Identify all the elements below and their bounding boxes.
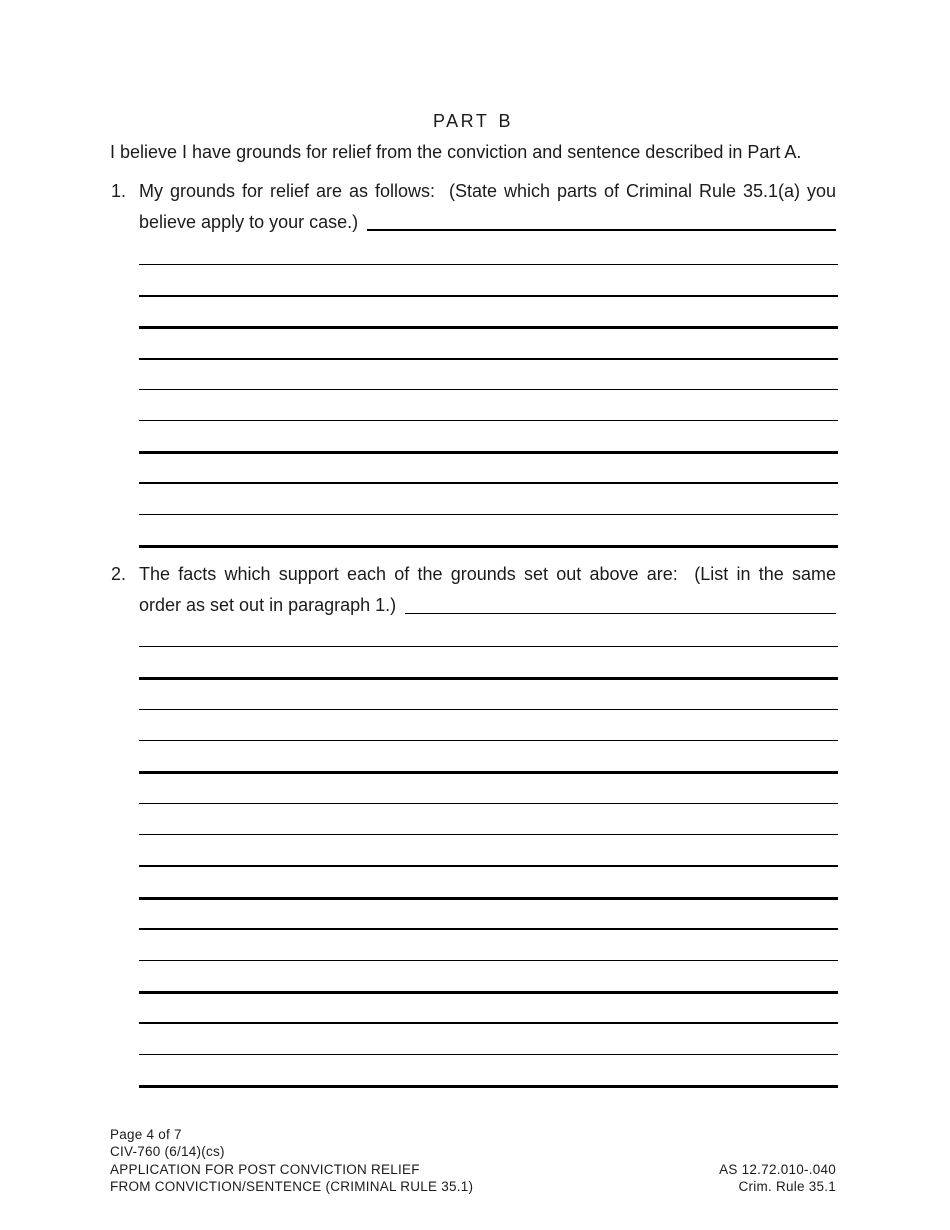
page-number: Page 4 of 7 <box>110 1127 182 1142</box>
blank-answer-line <box>139 389 838 390</box>
rule-reference: Crim. Rule 35.1 <box>738 1178 836 1194</box>
blank-answer-line <box>139 1054 838 1055</box>
footer-row-1 <box>110 1126 836 1143</box>
item-2-inline-blank-field <box>405 595 836 614</box>
form-title-line-2: FROM CONVICTION/SENTENCE (CRIMINAL RULE 35.1) <box>110 1178 474 1194</box>
blank-answer-line <box>139 709 838 710</box>
blank-answer-line <box>139 482 838 483</box>
blank-answer-line <box>139 897 838 900</box>
blank-answer-line <box>139 1085 838 1088</box>
blank-answer-line <box>139 960 838 961</box>
item-2-text-line-1: The facts which support each of the grounds set out above are: (List in the same <box>139 564 836 584</box>
form-title-line-1: APPLICATION FOR POST CONVICTION RELIEF <box>110 1161 420 1177</box>
intro-statement: I believe I have grounds for relief from the conviction and sentence described in Part A. <box>110 142 802 162</box>
form-footer <box>110 1126 836 1195</box>
item-1-text-line-1: My grounds for relief are as follows: (State which parts of Criminal Rule 35.1(a) you <box>139 181 836 201</box>
part-b-heading: PART B <box>432 111 514 131</box>
blank-answer-line <box>139 803 838 804</box>
footer-row-3 <box>110 1161 836 1178</box>
statute-reference: AS 12.72.010-.040 <box>719 1161 836 1177</box>
blank-answer-line <box>139 451 838 454</box>
blank-answer-line <box>139 928 838 929</box>
blank-answer-line <box>139 865 838 866</box>
item-1-inline-blank-field <box>367 212 836 231</box>
blank-answer-line <box>139 991 838 994</box>
item-1-line-2-text: believe apply to your case.) <box>139 212 359 232</box>
footer-row-2 <box>110 1143 836 1160</box>
item-2-text-line-2 <box>139 595 836 615</box>
form-number: CIV-760 (6/14)(cs) <box>110 1144 225 1160</box>
blank-answer-line <box>139 358 838 361</box>
item-2-line-2-text: order as set out in paragraph 1.) <box>139 595 397 615</box>
blank-answer-line <box>139 740 838 741</box>
blank-answer-line <box>139 1022 838 1023</box>
blank-answer-line <box>139 326 838 329</box>
blank-answer-line <box>139 771 838 774</box>
blank-answer-line <box>139 545 838 548</box>
blank-answer-line <box>139 834 838 835</box>
blank-answer-line <box>139 420 838 421</box>
footer-row-4 <box>110 1178 836 1195</box>
blank-answer-line <box>139 264 838 265</box>
blank-answer-line <box>139 646 838 647</box>
item-1-number: 1. <box>111 181 127 201</box>
item-2-number: 2. <box>111 564 127 584</box>
blank-answer-line <box>139 295 838 296</box>
blank-answer-line <box>139 514 838 515</box>
item-1-text-line-2 <box>139 212 836 232</box>
blank-answer-line <box>139 677 838 680</box>
